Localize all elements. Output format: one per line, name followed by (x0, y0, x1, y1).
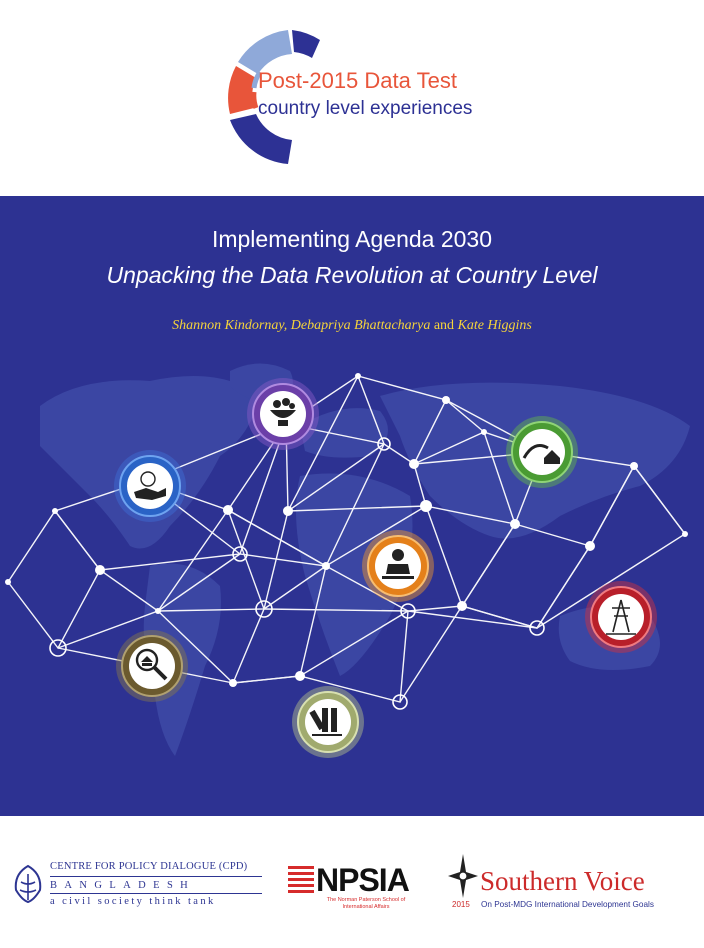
magnifier-building-icon (116, 630, 188, 702)
cpd-tagline: a civil society think tank (50, 896, 216, 907)
handshake-globe-icon (114, 450, 186, 522)
cover-band (0, 196, 704, 816)
cpd-divider-2 (50, 893, 262, 894)
cover-title-line2: Unpacking the Data Revolution at Country Level (106, 262, 598, 288)
cpd-divider (50, 876, 262, 877)
cpd-logo-icon (10, 860, 46, 908)
logo-subtitle: country level experiences (258, 98, 473, 119)
logo-title: Post-2015 Data Test (258, 68, 457, 93)
author-separator: and (430, 318, 458, 333)
southern-voice-year: 2015 (452, 900, 470, 909)
southern-voice-compass-icon (446, 852, 480, 900)
cover-title-line1: Implementing Agenda 2030 (211, 226, 493, 252)
npsia-wordmark: NPSIA (316, 862, 409, 898)
power-tower-icon (585, 581, 657, 653)
houses-icon (506, 416, 578, 488)
post2015-logo-mark (200, 22, 330, 172)
book-binders-icon (292, 686, 364, 758)
npsia-subtitle: The Norman Paterson School of International Affairs (326, 897, 406, 910)
teacher-icon (362, 530, 434, 602)
cover-authors (0, 318, 704, 334)
world-network-graphic (0, 196, 704, 816)
author-names-1: Shannon Kindornay, Debapriya Bhattacharya (172, 318, 431, 333)
author-names-2: Kate Higgins (457, 318, 532, 333)
southern-voice-name: Southern Voice (480, 866, 645, 896)
southern-voice-tagline: On Post-MDG International Development Goals (481, 900, 654, 909)
cpd-country: BANGLADESH (50, 880, 196, 891)
npsia-stripes-icon (288, 864, 316, 898)
food-basket-icon (247, 378, 319, 450)
cpd-name: CENTRE FOR POLICY DIALOGUE (CPD) (50, 861, 248, 872)
